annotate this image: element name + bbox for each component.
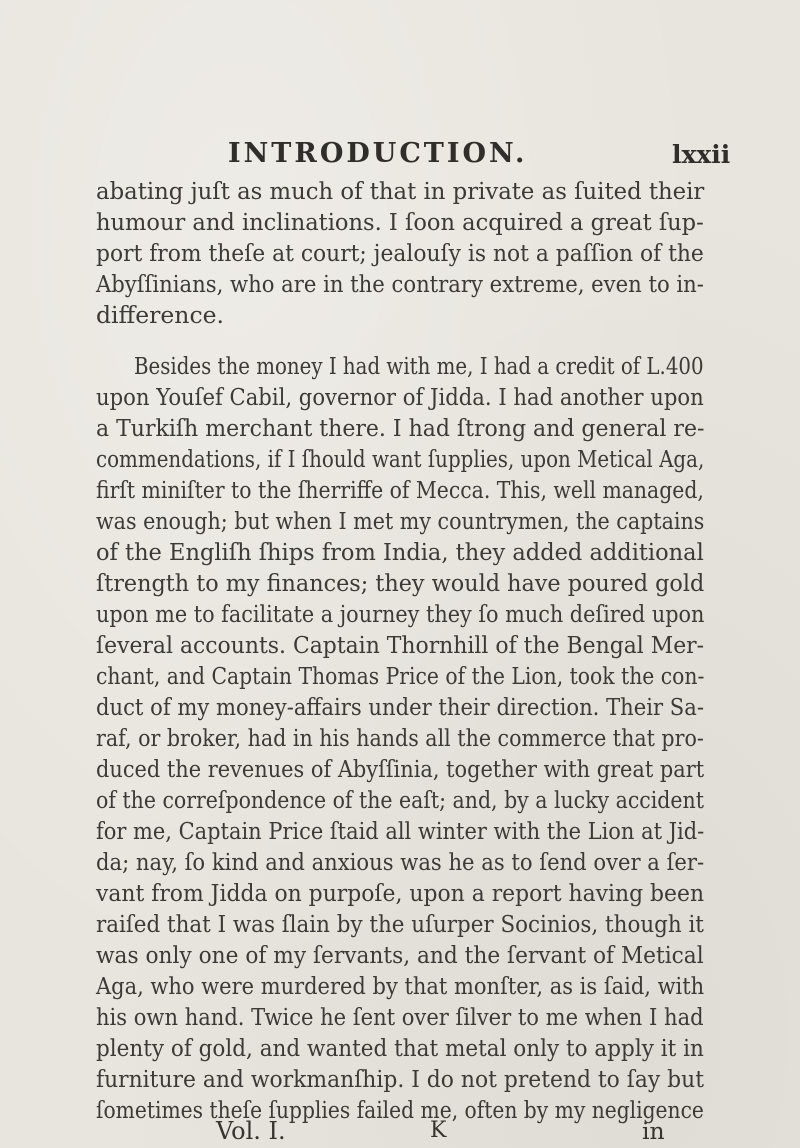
page-header — [0, 138, 800, 172]
signature-mark: K — [430, 1118, 447, 1143]
text-line: port from theſe at court; jealouſy is not a paſſion of the — [96, 239, 704, 267]
text-line: his own hand. Twice he ſent over ſilver to me when I had — [96, 1003, 704, 1031]
text-line: ſeveral accounts. Captain Thornhill of the Bengal Mer- — [96, 631, 705, 659]
text-line: furniture and workmanſhip. I do not pretend to ſay but — [96, 1065, 705, 1093]
text-line: duct of my money-affairs under their direction. Their Sa- — [96, 693, 704, 721]
text-line: Abyſſinians, who are in the contrary extreme, even to in- — [96, 270, 704, 298]
text-line: was enough; but when I met my countrymen, the captains — [96, 507, 705, 535]
text-line: firſt miniſter to the ſherriffe of Mecca. This, well managed, — [96, 476, 704, 504]
text-line: upon me to facilitate a journey they ſo much deſired upon — [96, 600, 705, 628]
text-line: Besides the money I had with me, I had a credit of L.400 — [134, 352, 704, 380]
text-line: for me, Captain Price ſtaid all winter with the Lion at Jid- — [96, 817, 705, 845]
text-line: vant from Jidda on purpoſe, upon a report having been — [96, 879, 705, 907]
text-line: chant, and Captain Thomas Price of the Lion, took the con- — [96, 662, 705, 690]
text-line: Aga, who were murdered by that monſter, as is ſaid, with — [96, 972, 705, 1000]
text-line: difference. — [96, 301, 224, 329]
text-line: was only one of my ſervants, and the ſervant of Metical — [96, 941, 704, 969]
text-line: ſtrength to my finances; they would have poured gold — [96, 569, 705, 597]
text-line: raiſed that I was ſlain by the uſurper Socinios, though it — [96, 910, 704, 938]
text-line: abating juſt as much of that in private as ſuited their — [96, 177, 705, 205]
signature-volume: Vol. I. — [216, 1117, 286, 1145]
text-line: raf, or broker, had in his hands all the commerce that pro- — [96, 724, 704, 752]
page-number: lxxii — [672, 140, 731, 169]
text-line: ſometimes theſe ſupplies failed me, often by my negligence — [96, 1096, 704, 1124]
text-line: da; nay, ſo kind and anxious was he as to ſend over a ſer- — [96, 848, 705, 876]
text-line: plenty of gold, and wanted that metal only to apply it in — [96, 1034, 704, 1062]
text-line: of the Engliſh ſhips from India, they added additional — [96, 538, 704, 566]
text-line: commendations, if I ſhould want ſupplies, upon Metical Aga, — [96, 445, 705, 473]
text-line: of the correſpondence of the eaſt; and, by a lucky accident — [96, 786, 704, 814]
running-title: INTRODUCTION. — [228, 138, 528, 169]
text-line: a Turkiſh merchant there. I had ſtrong and general re- — [96, 414, 705, 442]
text-line: upon Youſef Cabil, governor of Jidda. I had another upon — [96, 383, 704, 411]
catchword: in — [642, 1117, 665, 1145]
text-line: humour and inclinations. I ſoon acquired a great ſup- — [96, 208, 704, 236]
text-line: duced the revenues of Abyſſinia, together with great part — [96, 755, 705, 783]
